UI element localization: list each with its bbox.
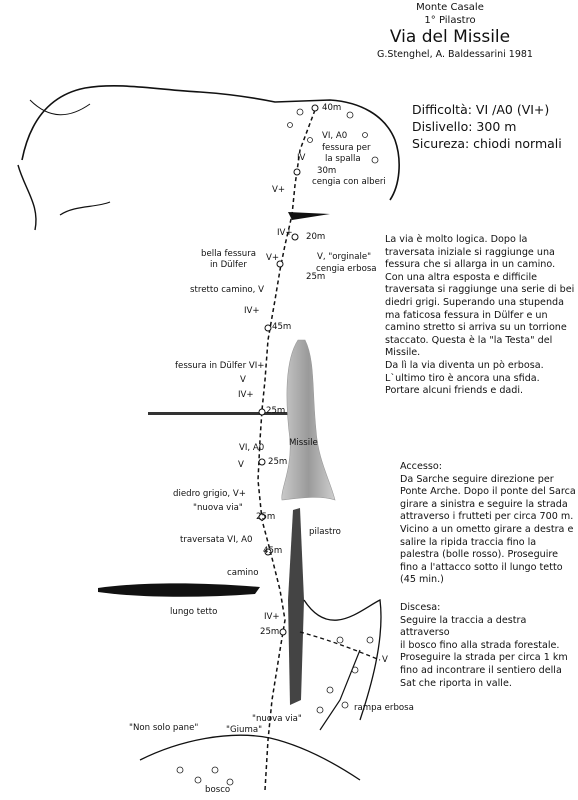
desc-line: Con una altra esposta e difficile	[385, 271, 538, 283]
grade-label: IV+	[238, 390, 254, 400]
label-vi-a0-mid: VI, A0	[239, 443, 265, 453]
label-bosco: bosco	[205, 785, 231, 795]
label-giuma: "Giuma"	[226, 725, 263, 735]
route-title: Via del Missile	[389, 27, 511, 47]
elevation-text: Dislivello: 300 m	[412, 119, 517, 134]
label-nuova-via-bottom: "nuova via"	[252, 714, 302, 724]
label-cengia-erbosa: cengia erbosa	[316, 264, 377, 274]
pitch-length: 45m	[272, 322, 292, 332]
label-traversata: traversata VI, A0	[180, 535, 253, 545]
pitch-length: 25m	[260, 627, 280, 637]
pitch-length: 20m	[306, 232, 326, 242]
lungo-tetto-roof	[98, 583, 260, 596]
approach-line: Vicino a un ometto girare a destra e	[400, 523, 574, 535]
pitch-length: 45m	[263, 546, 283, 556]
difficulty-text: Difficoltà: VI /A0 (VI+)	[412, 102, 550, 117]
grade-label: IV	[297, 153, 306, 163]
descent-title: Discesa:	[400, 602, 441, 613]
label-vi-a0-top: VI, A0	[322, 131, 348, 141]
label-fessura-spalla: fessura per	[322, 143, 371, 153]
roof-upper	[288, 212, 330, 220]
label-pilastro: pilastro	[309, 527, 341, 537]
location-label: Monte Casale	[416, 2, 484, 13]
pillar-label: 1° Pilastro	[424, 15, 476, 26]
label-missile: Missile	[289, 438, 318, 448]
desc-line: Portare alcuni friends e dadi.	[385, 385, 524, 397]
label-camino: camino	[227, 568, 259, 578]
label-bella-fessura: bella fessura	[201, 249, 257, 259]
descent-line: Sat che riporta in valle.	[400, 677, 512, 689]
label-nuova-via: "nuova via"	[193, 503, 243, 513]
approach-line: palestra (bolle rosso). Proseguire	[400, 549, 559, 561]
ground-line	[140, 735, 360, 780]
approach-line: salire la ripida traccia fino la	[400, 536, 537, 548]
desc-line: ma faticosa fessura in Dülfer e un	[385, 309, 548, 321]
descent-path	[300, 632, 380, 660]
rock-overhang	[18, 165, 36, 230]
pitch-length: 25m	[256, 512, 276, 522]
desc-line: traversata si raggiunge una serie di bei	[385, 284, 575, 296]
desc-line: La via è molto logica. Dopo la	[385, 234, 528, 245]
pitch-length: 40m	[322, 103, 342, 113]
descent-line: fino ad incontrare il sentiero della	[400, 664, 562, 676]
label-fessura-spalla-2: la spalla	[325, 154, 361, 164]
rock-crack-left	[60, 202, 110, 215]
label-in-dulfer: in Dülfer	[210, 260, 247, 270]
pilastro-shape	[288, 508, 304, 705]
approach-line: girare a sinistra e seguire la strada	[400, 498, 568, 510]
missile-shape	[282, 340, 335, 500]
label-rampa-erbosa: rampa erbosa	[354, 703, 414, 713]
desc-line: traversata iniziale si raggiunge una	[385, 246, 555, 258]
pitch-length: 30m	[317, 166, 337, 176]
grade-label: V+	[272, 185, 286, 195]
descent-line: Seguire la traccia a destra attraverso	[400, 614, 527, 639]
label-v-orginale: V, "orginale"	[317, 252, 372, 262]
route-authors: G.Stenghel, A. Baldessarini 1981	[377, 49, 533, 60]
label-non-solo-pane: "Non solo pane"	[129, 723, 199, 733]
grade-label: V	[238, 460, 244, 470]
grade-label: IV+	[264, 612, 280, 622]
rampa-path	[320, 650, 360, 730]
desc-line: fessura che si allarga in un camino.	[385, 259, 556, 271]
desc-line: staccato. Questa è la "la Testa" del	[385, 334, 553, 346]
approach-line: Ponte Arche. Dopo il ponte del Sarca	[400, 486, 576, 498]
grade-label: IV+	[244, 306, 260, 316]
grade-label: V	[240, 375, 246, 385]
grade-label: IV+	[277, 228, 293, 238]
desc-line: L`ultimo tiro è ancora una sfida.	[385, 372, 540, 384]
label-lungo-tetto: lungo tetto	[170, 607, 218, 617]
label-stretto-camino: stretto camino, V	[190, 285, 265, 295]
rock-wave-left	[30, 100, 90, 115]
approach-line: fino a l'attacco sotto il lungo tetto	[400, 561, 563, 573]
descent-line: il bosco fino alla strada forestale.	[400, 639, 560, 651]
desc-line: Da lì la via diventa un pò erbosa.	[385, 359, 544, 371]
pitch-length: 25m	[306, 272, 326, 282]
grade-label: V	[382, 655, 388, 665]
label-diedro-grigio: diedro grigio, V+	[173, 489, 246, 499]
desc-line: diedri grigi. Superando una stupenda	[385, 296, 565, 308]
approach-line: Da Sarche seguire direzione per	[400, 473, 554, 485]
grade-label: V+	[266, 253, 280, 263]
desc-line: Missile.	[385, 347, 421, 359]
pitch-length: 25m	[268, 457, 288, 467]
approach-line: (45 min.)	[400, 574, 444, 586]
approach-title: Accesso:	[400, 461, 442, 472]
bosco-trees	[177, 637, 373, 785]
pitch-length: 25m	[266, 406, 286, 416]
desc-line: camino stretto si arriva su un torrione	[385, 322, 567, 334]
pilastro-outline	[304, 600, 381, 720]
approach-line: attraverso i frutteti per circa 700 m.	[400, 511, 574, 523]
label-cengia-alberi: cengia con alberi	[312, 177, 386, 187]
safety-text: Sicureza: chiodi normali	[412, 136, 562, 151]
label-fessura-dulfer: fessura in Dülfer VI+	[175, 361, 265, 371]
descent-line: Proseguire la strada per circa 1 km	[400, 652, 568, 664]
